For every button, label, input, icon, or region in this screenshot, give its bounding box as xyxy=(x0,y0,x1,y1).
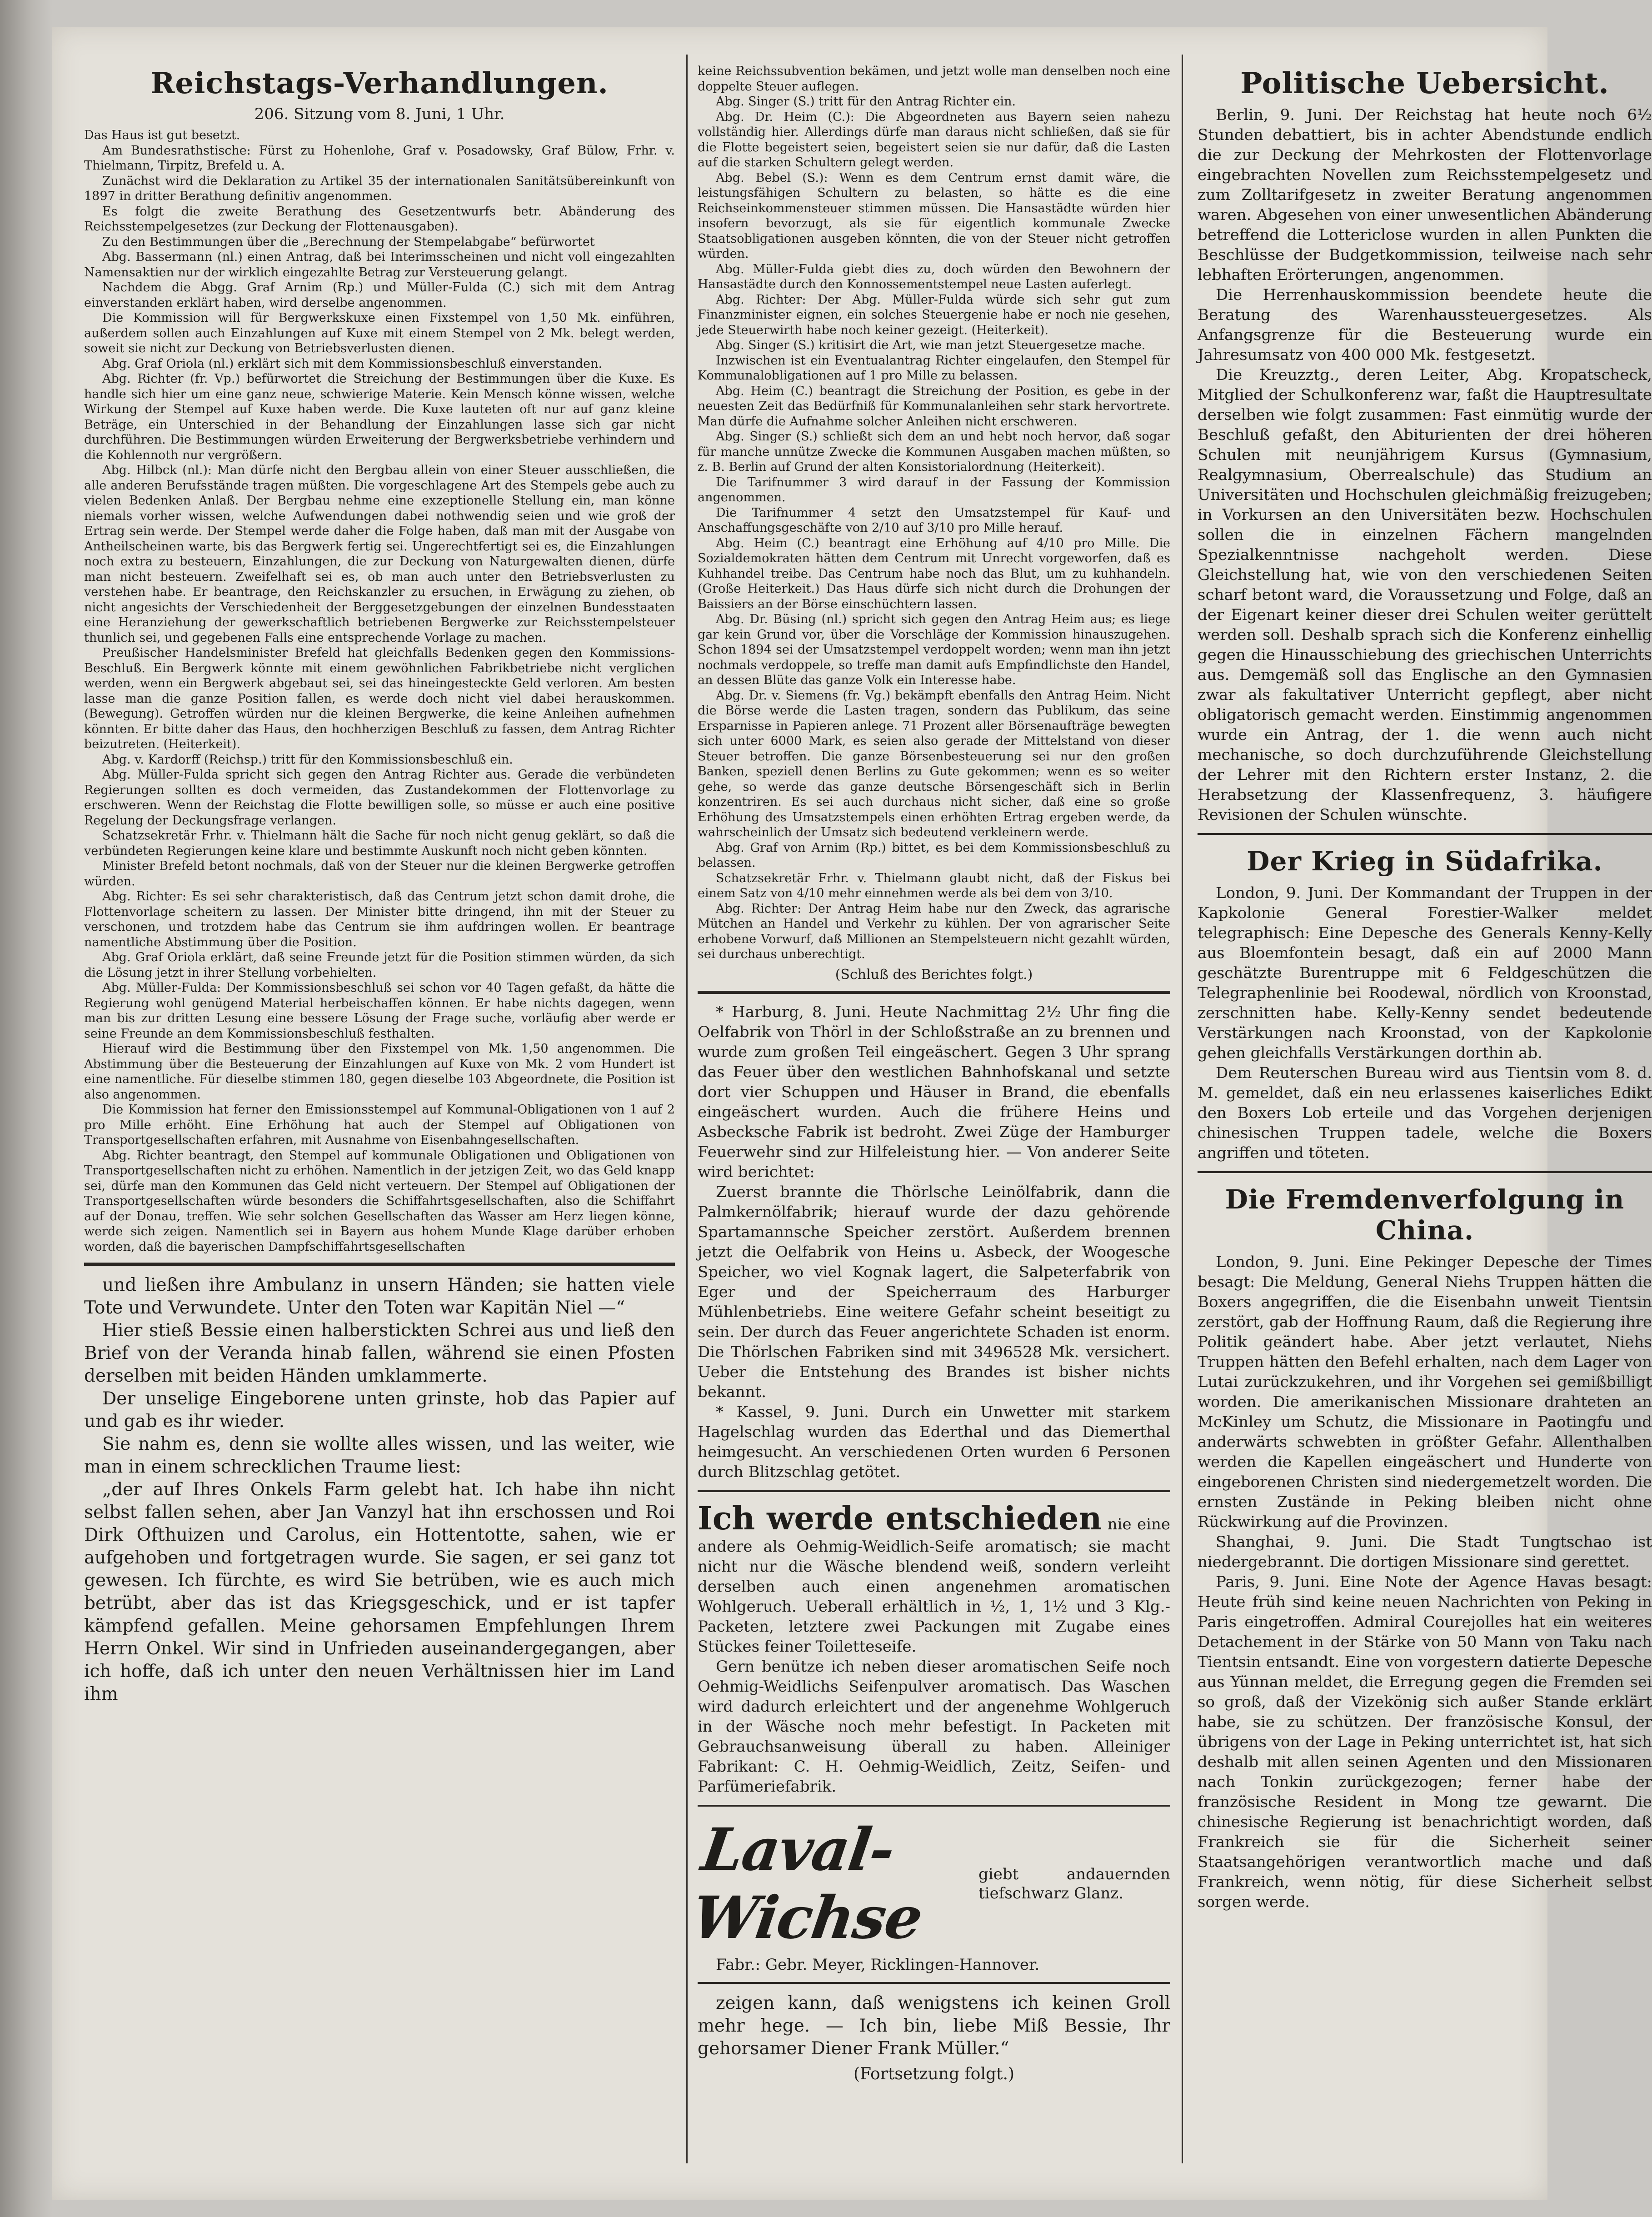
paragraph: keine Reichssubvention bekämen, und jetzt wolle man denselben noch eine doppelte Steuer auflegen. xyxy=(698,64,1170,94)
paragraph: Shanghai, 9. Juni. Die Stadt Tungtschao ist niedergebrannt. Die dortigen Missionare sind gerettet. xyxy=(1198,1533,1652,1571)
paragraph: London, 9. Juni. Der Kommandant der Truppen in der Kapkolonie General Forestier-Walker meldet telegraphisch: Eine Depesche des Generals Kenny-Kelly aus Bloemfontein besagt, daß ein auf 2000 Mann geschätzte Burentruppe mit 6 Feldgeschützen die Telegraphenlinie bei Roodewal, nördlich von Kroonstad, zerschnitten habe. Kelly-Kenny sendet bedeutende Verstärkungen nach Kroonstad, von der Kapkolonie gehen gleichfalls Verstärkungen dorthin ab. xyxy=(1198,884,1652,1062)
continued-note: (Fortsetzung folgt.) xyxy=(853,2064,1014,2083)
heading-politics: Politische Uebersicht. xyxy=(1240,66,1609,100)
paragraph: Abg. Richter: Der Abg. Müller-Fulda würde sich sehr gut zum Finanzminister eignen, ein solches Steuergenie habe er noch nie gesehen, jede Steuerwirth habe noch keiner gezeigt. (Heiterkeit). xyxy=(698,292,1170,337)
report-closing-note: (Schluß des Berichtes folgt.) xyxy=(835,966,1033,983)
paragraph: Abg. Singer (S.) schließt sich dem an und hebt noch hervor, daß sogar für manche unnütze Zwecke die Kommunen Ausgaben machen müßten, so z. B. Berlin auf Grund der alten Konsistorialordnung (Heiterkeit). xyxy=(698,429,1170,474)
paragraph: Abg. Richter: Der Antrag Heim habe nur den Zweck, das agrarische Mütchen an Handel und Verkehr zu kühlen. Der von agrarischer Seite erhobene Vorwurf, daß Millionen an Stempelsteuern nicht gezahlt würden, sei durchaus unberechtigt. xyxy=(698,901,1170,961)
paragraph: Hier stieß Bessie einen halberstickten Schrei aus und ließ den Brief von der Veranda hinab fallen, während sie einen Pfosten derselben mit beiden Händen umklammerte. xyxy=(84,1320,675,1386)
paragraph: Schatzsekretär Frhr. v. Thielmann glaubt nicht, daß der Fiskus bei einem Satz von 4/10 mehr einnehmen werde als bei dem von 3/10. xyxy=(698,871,1170,900)
china-report xyxy=(1198,1252,1652,1912)
paragraph: Die Kommission will für Bergwerkskuxe einen Fixstempel von 1,50 Mk. einführen, außerdem sollen auch Einzahlungen auf Kuxe mit einem Stempel von 2 Mk. belegt werden, soweit sie nicht zur Deckung von Betriebsverlusten dienen. xyxy=(84,311,675,355)
paragraph: * Harburg, 8. Juni. Heute Nachmittag 2½ Uhr fing die Oelfabrik von Thörl in der Schloßstraße an zu brennen und wurde zum großen Teil eingeäschert. Gegen 3 Uhr sprang das Feuer über den westlichen Bahnhofskanal und setzte dort vier Schuppen und Häuser in Brand, die ebenfalls eingeäschert wurden. Auch die frühere Heins und Asbecksche Fabrik ist bedroht. Zwei Züge der Hamburger Feuerwehr sind zur Hilfeleistung hier. — Von anderer Seite wird berichtet: xyxy=(698,1003,1170,1181)
session-line: 206. Sitzung vom 8. Juni, 1 Uhr. xyxy=(254,105,505,123)
paragraph: Abg. Hilbck (nl.): Man dürfe nicht den Bergbau allein von einer Steuer ausschließen, die alle anderen Berufsstände tragen müßten. Die vorgeschlagene Art des Stempels gebe auch zu vielen Bedenken Anlaß. Der Bergbau nehme eine exzeptionelle Stellung ein, man könne niemals vorher wissen, welche Aufwendungen dabei nothwendig seien und wie groß der Ertrag sein werde. Der Stempel werde daher die Folge haben, daß man mit der Ausgabe von Antheilscheinen warte, bis das Bergwerk fertig sei. Ungerechtfertigt sei es, die Einzahlungen noch extra zu besteuern, Einzahlungen, die zur Deckung von Naturgewalten dienen, dürfe man nicht besteuern. Zweifelhaft sei es, ob man auch unter den Betriebsverlusten zu verstehen habe. Er beantrage, den Reichskanzler zu ersuchen, in Erwägung zu ziehen, ob nicht angesichts der Verschiedenheit der Berggesetzgebungen der einzelnen Bundesstaaten eine Heranziehung der gewerkschaftlich betriebenen Bergwerke zur Reichsstempelsteuer thunlich sei, und gegebenen Falls eine entsprechende Vorlage zu machen. xyxy=(84,463,675,645)
paragraph: Zuerst brannte die Thörlsche Leinölfabrik, dann die Palmkernölfabrik; hierauf wurde der dazu gehörende Spartamannsche Speicher zerstört. Außerdem brennen jetzt die Oelfabrik von Heins u. Asbeck, der Woogesche Speicher, wo viel Kognak lagert, die Salpeterfabrik von Eger und der Speicherraum des Harburger Mühlenbetriebs. Eine weitere Gefahr scheint beseitigt zu sein. Der durch das Feuer angerichtete Schaden ist enorm. Die Thörlschen Fabriken sind mit 3496528 Mk. versichert. Ueber die Entstehung des Brandes ist bisher nichts bekannt. xyxy=(698,1183,1170,1401)
paragraph: Abg. Bassermann (nl.) einen Antrag, daß bei Interimsscheinen und nicht voll eingezahlten Namensaktien nur der wirklich eingezahlte Betrag zur Versteuerung gelangt. xyxy=(84,250,675,280)
laval-maker: Fabr.: Gebr. Meyer, Ricklingen-Hannover. xyxy=(716,1955,1040,1974)
paragraph: Abg. Singer (S.) kritisirt die Art, wie man jetzt Steuergesetze mache. xyxy=(716,338,1146,352)
section-divider xyxy=(1198,1171,1652,1173)
paragraph: Abg. Bebel (S.): Wenn es dem Centrum ernst damit wäre, die leistungsfähigen Schultern zu belasten, so hätte es die eine Reichseinkommensteuer stimmen müssen. Die Hansastädte würden hier insofern bevorzugt, als sie für eigentlich kommunale Zwecke Staatsobligationen ausgeben könnten, die von der Steuer nicht getroffen würden. xyxy=(698,170,1170,261)
column-rule-1 xyxy=(686,55,688,2163)
scan-gutter xyxy=(0,0,52,2217)
paragraph: Abg. Müller-Fulda spricht sich gegen den Antrag Richter aus. Gerade die verbündeten Regierungen sollten es doch vermeiden, das Zustandekommen der Flottenvorlage zu erschweren. Wenn der Reichstag die Flotte bewilligen solle, so müsse er auch eine positive Regelung der Deckungsfrage verlangen. xyxy=(84,768,675,828)
paragraph: Abg. Graf Oriola (nl.) erklärt sich mit dem Kommissionsbeschluß einverstanden. xyxy=(102,356,603,371)
reichstag-report-continued xyxy=(698,64,1170,962)
paragraph: Abg. Richter (fr. Vp.) befürwortet die Streichung der Bestimmungen über die Kuxe. Es handle sich hier um eine ganz neue, schwierige Materie. Kein Mensch könne wissen, welche Wirkung der Stempel auf Kuxe haben werde. Die Kuxe lauteten oft nur auf ganz kleine Beträge, ein Unterschied in der Behandlung der Einzahlungen lasse sich gar nicht durchführen. Die Bestimmungen würden Erweiterung der Bergwerksbetriebe verhindern und die Kohlennoth nur vergrößern. xyxy=(84,372,675,462)
paragraph: Abg. Müller-Fulda giebt dies zu, doch würden den Bewohnern der Hansastädte durch den Konnossementstempel neue Lasten auferlegt. xyxy=(698,262,1170,291)
paragraph: Abg. Dr. Büsing (nl.) spricht sich gegen den Antrag Heim aus; es liege gar kein Grund vor, über die Vorschläge der Kommission hinauszugehen. Schon 1894 sei der Umsatzstempel verdoppelt worden; wenn man ihn jetzt nochmals verdoppele, so treffe man damit aufs Empfindlichste den Handel, an dessen Blüte das ganze Volk ein Interesse habe. xyxy=(698,612,1170,687)
paragraph: zeigen kann, daß wenigstens ich keinen Groll mehr hege. — Ich bin, liebe Miß Bessie, Ihr gehorsamer Diener Frank Müller.“ xyxy=(698,1992,1170,2059)
paragraph: Abg. Müller-Fulda: Der Kommissionsbeschluß sei schon vor 40 Tagen gefaßt, da hätte die Regierung wohl genügend Material herbeischaffen können. Er habe nichts dagegen, wenn man bis zur dritten Lesung eine bessere Lösung der Frage suche, vorläufig aber werde er seine Freunde an dem Kommissionsbeschluß festhalten. xyxy=(84,981,675,1041)
heading-krieg: Der Krieg in Südafrika. xyxy=(1247,846,1603,877)
paragraph: Minister Brefeld betont nochmals, daß von der Steuer nur die kleinen Bergwerke getroffen würden. xyxy=(84,859,675,889)
paragraph: Die Tarifnummer 4 setzt den Umsatzstempel für Kauf- und Anschaffungsgeschäfte von 2/10 auf 3/10 pro Mille herauf. xyxy=(698,505,1170,535)
paragraph: Dem Reuterschen Bureau wird aus Tientsin vom 8. d. M. gemeldet, daß ein neu erlassenes kaiserliches Edikt den Boxers Lob erteile und das Vorgehen derjenigen chinesischen Truppen tadele, welche die Boxers angriffen und töteten. xyxy=(1198,1064,1652,1162)
paragraph: * Kassel, 9. Juni. Durch ein Unwetter mit starkem Hagelschlag wurden das Ederthal und das Diemerthal heimgesucht. An verschiedenen Orten wurden 6 Personen durch Blitzschlag getötet. xyxy=(698,1403,1170,1481)
paragraph: Abg. Richter beantragt, den Stempel auf kommunale Obligationen und Obligationen von Transportgesellschaften nicht zu erhöhen. Namentlich in der jetzigen Zeit, wo das Geld knapp sei, dürfe man den Kommunen das Geld nicht verteuern. Der Stempel auf Obligationen der Transportgesellschaften würde besonders die Schiffahrtsgesellschaften, also die Schiffahrt auf der Donau, treffen. Wie sehr solchen Gesellschaften das Wasser am Herz liegen könne, werde sich zeigen. Namentlich sei in Bayern aus hohem Munde Klage darüber erhoben worden, daß die bayerischen Dampfschiffahrtsgesellschaften xyxy=(84,1148,675,1254)
reichstag-report xyxy=(84,128,675,1254)
krieg-report xyxy=(1198,883,1652,1163)
section-divider xyxy=(84,1263,675,1266)
heading-reichstag: Reichstags-Verhandlungen. xyxy=(150,66,609,100)
paragraph: Abg. Dr. v. Siemens (fr. Vg.) bekämpft ebenfalls den Antrag Heim. Nicht die Börse werde die Lasten tragen, sondern das Publikum, das seine Ersparnisse in Papieren anlege. 71 Prozent aller Börsenaufträge bewegten sich unter 6000 Mark, es seien also gerade der Mittelstand von dieser Steuer betroffen. Die ganze Börsenbesteuerung sei nur den großen Banken, speziell denen Berlins zu Gute gekommen; wenn es so weiter gehe, so werde das ganze deutsche Börsengeschäft sich in Berlin konzentriren. Es sei auch durchaus nicht sicher, daß eine so große Erhöhung des Umsatzstempels einen erhöhten Ertrag ergeben werde, da wahrscheinlich der Umsatz sich bedeutend verkleinern werde. xyxy=(698,688,1170,839)
paragraph: Nachdem die Abgg. Graf Arnim (Rp.) und Müller-Fulda (C.) sich mit dem Antrag einverstanden erklärt haben, wird derselbe angenommen. xyxy=(84,280,675,310)
paragraph: Abg. Graf Oriola erklärt, daß seine Freunde jetzt für die Position stimmen würden, da sich die Lösung jetzt in ihrer Stellung vorbehielten. xyxy=(84,950,675,980)
column-reichstag xyxy=(84,64,675,2154)
paragraph: Abg. Richter: Es sei sehr charakteristisch, daß das Centrum jetzt schon damit drohe, die Flottenvorlage scheitern zu lassen. Der Minister bitte dringend, ihn mit der Steuer zu verschonen, und trotzdem habe das Centrum sie ihm aufdringen wollen. Er beantrage namentliche Abstimmung über die Position. xyxy=(84,889,675,949)
paragraph: Abg. v. Kardorff (Reichsp.) tritt für den Kommissionsbeschluß ein. xyxy=(102,752,513,767)
paragraph: Am Bundesrathstische: Fürst zu Hohenlohe, Graf v. Posadowsky, Graf Bülow, Frhr. v. Thielmann, Tirpitz, Brefeld u. A. xyxy=(84,143,675,173)
ad-headline: Ich werde entschieden xyxy=(698,1499,1102,1537)
laval-logo: Laval-Wichse xyxy=(688,1815,926,1952)
local-news xyxy=(698,1002,1170,1482)
politics-berlin xyxy=(1198,105,1652,825)
paragraph: und ließen ihre Ambulanz in unsern Händen; sie hatten viele Tote und Verwundete. Unter den Toten war Kapitän Niel —“ xyxy=(84,1275,675,1318)
ad-text-1: nie eine andere als Oehmig-Weidlich-Seife aromatisch; sie macht nicht nur die Wäsche blendend weiß, sondern verleiht derselben auch einen angenehmen aromatischen Wohlgeruch. Ueberall erhältlich in ½, 1, 1½ und 3 Klg.-Packeten, letztere zwei Packungen mit Zugabe eines Stückes feiner Toiletteseife. xyxy=(698,1515,1170,1656)
paragraph: Die Tarifnummer 3 wird darauf in der Fassung der Kommission angenommen. xyxy=(698,475,1170,504)
ad-divider xyxy=(698,1805,1170,1807)
paragraph: Sie nahm es, denn sie wollte alles wissen, und las weiter, wie man in einem schrecklichen Traume liest: xyxy=(84,1434,675,1477)
paragraph: Zunächst wird die Deklaration zu Artikel 35 der internationalen Sanitätsübereinkunft von 1897 in dritter Berathung definitiv angenommen. xyxy=(84,174,675,203)
ad-divider xyxy=(698,1490,1170,1492)
paragraph: Abg. Dr. Heim (C.): Die Abgeordneten aus Bayern seien nahezu vollständig hier. Allerdings dürfe man daraus nicht schließen, daß sie für die Flotte begeistert seien, begeistert seien sie nur dafür, daß die Lasten auf die starken Schultern gelegt werden. xyxy=(698,110,1170,170)
paragraph: Abg. Graf von Arnim (Rp.) bittet, es bei dem Kommissionsbeschluß zu belassen. xyxy=(698,840,1170,870)
paragraph: Preußischer Handelsminister Brefeld hat gleichfalls Bedenken gegen den Kommissions-Beschluß. Ein Bergwerk könnte mit einem gewöhnlichen Fabrikbetriebe nicht verglichen werden, wenn ein Bergwerk abgebaut sei, sei das hineingesteckte Geld verloren. Am besten lasse man die ganze Position fallen, es werde doch nicht viel dabei herauskommen. (Bewegung). Getroffen würden nur die kleinen Bergwerke, die keine Anleihen aufnehmen könnten. Er bitte daher das Haus, den hochherzigen Beschluß zu fassen, dem Antrag Richter beizutreten. (Heiterkeit). xyxy=(84,646,675,751)
paragraph: Abg. Heim (C.) beantragt die Streichung der Position, es gebe in der neuesten Zeit das Bedürfniß für Kommunalanleihen sehr stark hervortrete. Man dürfe die Aufnahme solcher Anleihen nicht erschweren. xyxy=(698,384,1170,429)
paragraph: Der unselige Eingeborene unten grinste, hob das Papier auf und gab es ihr wieder. xyxy=(84,1388,675,1432)
paragraph: Paris, 9. Juni. Eine Note der Agence Havas besagt: Heute früh sind keine neuen Nachrichten von Peking in Paris eingetroffen. Admiral Courejolles hat ein weiteres Detachement in der Stärke von 50 Mann von Taku nach Tientsin entsandt. Eine von vorgestern datierte Depesche aus Yünnan meldet, die Erregung gegen die Fremden sei so groß, daß der Vizekönig sich außer Stande erklärt habe, sie zu schützen. Der französische Konsul, der übrigens von der Lage in Peking unterrichtet ist, hat sich deshalb mit allen seinen Agenten und den Missionaren nach Tonkin zurückgezogen; ferner habe der französische Resident in Mong tze gewarnt. Die chinesische Regierung ist benachrichtigt worden, daß Frankreich sie für die Sicherheit seiner Staatsangehörigen verantwortlich mache und daß Frankreich, wenn nötig, für diese Sicherheit selbst sorgen werde. xyxy=(1198,1573,1652,1911)
section-divider xyxy=(1198,833,1652,835)
paragraph: Berlin, 9. Juni. Der Reichstag hat heute noch 6½ Stunden debattiert, bis in achter Abendstunde endlich die zur Deckung der Mehrkosten der Flottenvorlage eingebrachten Novellen zum Reichsstempelgesetz und zum Zolltarifgesetz in zweiter Beratung angenommen waren. Abgesehen von einer unwesentlichen Abänderung betreffend die Lottericlose wurden in allen Punkten die Beschlüsse der Budgetkommission, teilweise nach sehr lebhaften Erörterungen, angenommen. xyxy=(1198,106,1652,284)
paragraph: Die Kreuzztg., deren Leiter, Abg. Kropatscheck, Mitglied der Schulkonferenz war, faßt die Hauptresultate derselben wie folgt zusammen: Fast einmütig wurde der Beschluß gefaßt, den Abiturienten der drei höheren Schulen mit neunjährigem Kursus (Gymnasium, Realgymnasium, Oberrealschule) das Studium an Universitäten und Hochschulen gleichmäßig freizugeben; in Vorkursen an den Universitäten bezw. Hochschulen sollen die in einzelnen Fächern mangelnden Spezialkenntnisse nachgeholt werden. Diese Gleichstellung hat, wie von den verschiedenen Seiten scharf betont ward, die Voraussetzung und Folge, daß an der Eigenart keiner dieser drei Schulen weiter gerüttelt werden soll. Deshalb sprach sich die Konferenz einhellig gegen die Hinausschiebung des griechischen Unterrichts aus. Demgemäß soll das Englische an den Gymnasien zwar als fakultativer Unterricht gepflegt, aber nicht obligatorisch gemacht werden. Einstimmig angenommen wurde ein Antrag, der 1. die wenn auch nicht mechanische, so doch durchzuführende Gleichstellung der Lehrer mit den Richtern erster Instanz, 2. die Herabsetzung der Klassenfrequenz, 3. häufigere Revisionen der Schulen wünschte. xyxy=(1198,366,1652,824)
novel-installment xyxy=(84,1274,675,1706)
paragraph: Es folgt die zweite Berathung des Gesetzentwurfs betr. Abänderung des Reichsstempelgesetzes (zur Deckung der Flottenausgaben). xyxy=(84,204,675,234)
paragraph: „der auf Ihres Onkels Farm gelebt hat. Ich habe ihn nicht selbst fallen sehen, aber Jan Vanzyl hat ihn erschossen und Roi Dirk Ofthuizen und Carolus, ein Hottentotte, sahen, wie er aufgehoben und fortgetragen wurde. Sie sagen, er sei ganz tot gewesen. Ich fürchte, es wird Sie betrüben, wie es auch mich betrübt, aber das ist das Kriegsgeschick, und er ist tapfer kämpfend gefallen. Meine gehorsamen Empfehlungen Ihrem Herrn Onkel. Wir sind in Unfrieden auseinandergegangen, aber ich hoffe, daß ich unter den neuen Verhältnissen hier im Land ihm xyxy=(84,1479,675,1704)
laval-advertisement xyxy=(688,1815,1170,1952)
column-rule-2 xyxy=(1182,55,1183,2163)
paragraph: Abg. Singer (S.) tritt für den Antrag Richter ein. xyxy=(716,95,1016,109)
novel-end xyxy=(698,1992,1170,2060)
paragraph: Hierauf wird die Bestimmung über den Fixstempel von Mk. 1,50 angenommen. Die Abstimmung über die Besteuerung der Einzahlungen auf Kuxe von Mk. 2 vom Hundert ist eine namentliche. Für dieselbe stimmen 180, gegen dieselbe 103 Abgeordnete, die Position ist also angenommen. xyxy=(84,1042,675,1102)
paragraph: Zu den Bestimmungen über die „Berechnung der Stempelabgabe“ befürwortet xyxy=(102,235,595,249)
heading-china: Die Fremdenverfolgung in China. xyxy=(1225,1184,1625,1246)
newspaper-page xyxy=(52,27,1652,2200)
ad-text-2: Gern benütze ich neben dieser aromatischen Seife noch Oehmig-Weidlichs Seifenpulver aromatisch. Das Waschen wird dadurch erleichtert und der angenehme Wohlgeruch in der Wäsche noch mehr befestigt. In Packeten mit Gebrauchsanweisung überall zu haben. Alleiniger Fabrikant: C. H. Oehmig-Weidlich, Zeitz, Seifen- und Parfümeriefabrik. xyxy=(698,1657,1170,1796)
paragraph: Inzwischen ist ein Eventualantrag Richter eingelaufen, den Stempel für Kommunalobligationen auf 1 pro Mille zu belassen. xyxy=(698,353,1170,383)
column-middle xyxy=(688,64,1170,2154)
paragraph: Die Kommission hat ferner den Emissionsstempel auf Kommunal-Obligationen von 1 auf 2 pro Mille erhöht. Eine Erhöhung hat auch der Stempel auf Obligationen von Transportgesellschaften erfahren, mit Ausnahme von Eisenbahngesellschaften. xyxy=(84,1103,675,1147)
laval-tagline: giebt andauernden tiefschwarz Glanz. xyxy=(978,1865,1170,1902)
paragraph: Abg. Heim (C.) beantragt eine Erhöhung auf 4/10 pro Mille. Die Sozialdemokraten hätten dem Centrum mit Unrecht vorgeworfen, daß es Kuhhandel treibe. Das Centrum habe noch das Blut, um zu kuhhandeln. (Große Heiterkeit.) Das Haus dürfe sich nicht durch die Drohungen der Baissiers an der Börse einschüchtern lassen. xyxy=(698,536,1170,611)
paragraph: Das Haus ist gut besetzt. xyxy=(84,128,240,142)
paragraph: London, 9. Juni. Eine Pekinger Depesche der Times besagt: Die Meldung, General Niehs Truppen hätten die Boxers angegriffen, die die Eisenbahn unweit Tientsin zerstört, gab der Hoffnung Raum, daß die Regierung ihre Politik geändert habe. Aber jetzt verlautet, Niehs Truppen hätten den Befehl erhalten, nach dem Lager von Lutai zurückzukehren, und ihr Vorgehen sei gemißbilligt worden. Die amerikanischen Missionare drahteten an McKinley um Schutz, die Missionare in Paotingfu und anderwärts schwebten in größter Gefahr. Allenthalben werden die Kapellen eingeäschert und Hunderte von eingeborenen Christen sind niedergemetzelt worden. Die ernsten Zustände in Peking bleiben nicht ohne Rückwirkung auf die Provinzen. xyxy=(1198,1253,1652,1531)
column-politics xyxy=(1198,64,1652,2154)
paragraph: Schatzsekretär Frhr. v. Thielmann hält die Sache für noch nicht genug geklärt, so daß die verbündeten Regierungen keine klare und bestimmte Auskunft noch nicht geben könnten. xyxy=(84,829,675,858)
section-divider xyxy=(698,991,1170,994)
paragraph: Die Herrenhauskommission beendete heute die Beratung des Warenhaussteuergesetzes. Als Anfangsgrenze für die Besteuerung wurde ein Jahresumsatz von 400 000 Mk. festgesetzt. xyxy=(1198,286,1652,364)
ad-divider xyxy=(698,1982,1170,1984)
soap-advertisement xyxy=(698,1500,1170,1797)
